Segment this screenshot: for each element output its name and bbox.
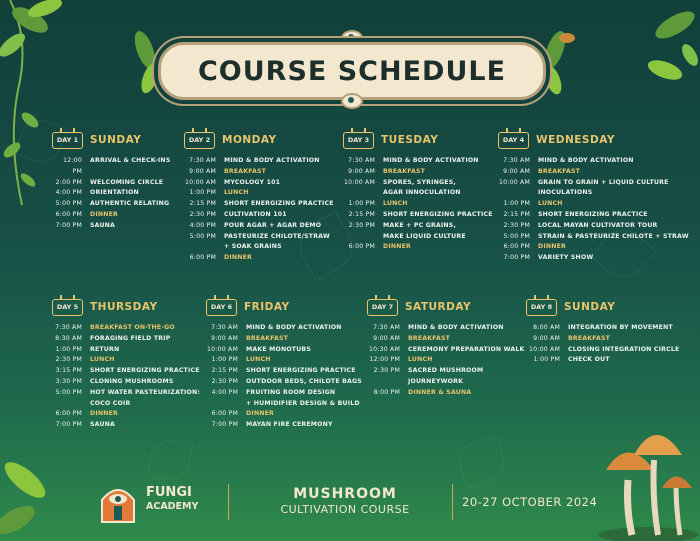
day-rows [498,156,689,264]
row-activity: WELCOMING CIRCLE [90,178,164,186]
schedule-row [498,199,689,210]
row-activity: + SOAK GRAINS [224,243,282,251]
row-time: 9:00 AM [211,334,238,342]
row-activity: POUR AGAR + AGAR DEMO [224,221,322,229]
row-time: 7:00 PM [211,421,238,429]
schedule-row [184,167,334,178]
schedule-row [367,388,525,399]
row-time: 1:00 PM [189,189,216,197]
schedule-row [343,232,493,243]
row-activity: ORIENTATION [90,189,139,197]
day-header [498,130,689,150]
row-time [367,377,400,388]
row-activity: SACRED MUSHROOM [408,367,484,375]
row-activity: BREAKFAST [383,167,426,175]
row-activity: MIND & BODY ACTIVATION [383,157,479,164]
schedule-row [52,178,170,189]
title-banner [158,42,546,100]
row-activity: DINNER [246,410,274,418]
day-header [184,130,334,150]
row-activity: MYCOLOGY 101 [224,178,281,186]
schedule-row [367,345,525,356]
course-title: MUSHROOM [293,486,397,502]
schedule-row [206,420,362,431]
schedule-row [206,388,362,399]
schedule-row [52,334,200,345]
row-time: 5:00 PM [55,200,82,208]
row-time: 7:00 PM [55,421,82,429]
schedule-row [343,210,493,221]
row-activity: VARIETY SHOW [538,254,594,262]
row-activity: AGAR INNOCULATION [383,189,461,197]
day-rows [52,323,200,431]
row-activity: CLOSING INTEGRATION CIRCLE [568,345,680,353]
row-time: 2:30 PM [503,221,530,229]
row-time: 6:00 PM [55,410,82,418]
row-activity: HOT WATER PASTEURIZATION: [90,388,201,396]
row-activity: LUNCH [90,356,115,364]
row-time: 5:00 PM [189,232,216,240]
row-activity: DINNER [383,243,411,251]
schedule-row [184,253,334,264]
row-time: 9:00 AM [503,167,530,175]
row-time: 3:30 PM [55,377,82,385]
row-time: 1:00 PM [533,356,560,364]
row-activity: SAUNA [90,221,116,229]
day-block-7 [367,297,525,399]
schedule-row [206,366,362,377]
row-activity: RETURN [90,345,120,353]
schedule-row [343,167,493,178]
row-activity: DINNER [538,243,566,251]
day-name: SUNDAY [90,134,142,146]
schedule-row [343,156,493,167]
schedule-row [52,366,200,377]
schedule-row [343,178,493,189]
row-activity: INOCULATIONS [538,189,593,197]
row-activity: DINNER & SAUNA [408,388,472,396]
schedule-row [206,355,362,366]
day-header [367,297,525,317]
course-subtitle: CULTIVATION COURSE [280,503,410,516]
row-activity: SHORT ENERGIZING PRACTICE [224,200,334,208]
row-activity: MAKE MONOTUBS [246,345,311,353]
schedule-row [52,199,170,210]
schedule-row [498,178,689,189]
row-activity: FRUITING ROOM DESIGN [246,388,336,396]
row-activity: BREAKFAST [246,334,289,342]
row-activity: BREAKFAST [408,334,451,342]
row-time: 12:00 PM [369,356,400,364]
row-time: 7:30 AM [189,157,216,164]
row-time: 1:00 PM [348,200,375,208]
row-activity: MIND & BODY ACTIVATION [538,157,634,164]
row-time: 9:00 AM [189,167,216,175]
day-header [343,130,493,150]
row-time: 10:00 AM [499,178,530,186]
row-activity: LUNCH [383,200,408,208]
row-activity: BREAKFAST [224,167,267,175]
schedule-row [498,156,689,167]
schedule-row [52,409,200,420]
row-time: 9:00 AM [348,167,375,175]
row-time: 8:00 PM [373,388,400,396]
schedule-row [367,323,525,334]
day-rows [343,156,493,253]
day-rows [52,156,170,232]
top-right-foliage-icon [620,0,700,95]
row-time: 2:30 PM [348,221,375,229]
day-name: MONDAY [222,134,277,146]
schedule-row [206,377,362,388]
row-activity: LUNCH [538,200,563,208]
schedule-row [206,399,362,410]
row-time: 7:30 AM [373,324,400,331]
brand-name: FUNGI [146,485,192,500]
day-rows [184,156,334,264]
row-time: 7:30 AM [503,157,530,164]
schedule-row [52,210,170,221]
row-activity: CHECK OUT [568,356,610,364]
day-header [206,297,362,317]
day-name: THURSDAY [90,301,158,313]
day-rows [526,323,679,366]
schedule-row [184,156,334,167]
row-time: 7:00 PM [55,221,82,229]
schedule-row [206,345,362,356]
row-time: 1:00 PM [503,200,530,208]
schedule-row [526,334,679,345]
row-activity: CEREMONY PREPARATION WALK [408,345,525,353]
schedule-row [52,420,200,431]
day-name: WEDNESDAY [536,134,615,146]
eye-keyhole-icon [98,482,138,524]
row-activity: INTEGRATION BY MOVEMENT [568,324,673,331]
row-activity: STRAIN & PASTEURIZE CHILOTE + STRAW [538,232,689,240]
schedule-row [184,178,334,189]
calendar-badge-icon: DAY 5 [52,299,83,316]
schedule-row [52,355,200,366]
schedule-row [206,323,362,334]
row-time: 9:00 AM [533,334,560,342]
row-time: 2:30 PM [189,210,216,218]
schedule-row [343,188,493,199]
schedule-row [52,345,200,356]
schedule-row [343,199,493,210]
row-activity: MIND & BODY ACTIVATION [408,324,504,331]
calendar-badge-icon: DAY 4 [498,132,529,149]
row-activity: AUTHENTIC RELATING [90,200,170,208]
row-time: 7:30 AM [55,324,82,331]
row-time: 10:00 AM [207,345,238,353]
schedule-row [52,221,170,232]
day-rows [206,323,362,431]
row-activity: SAUNA [90,421,116,429]
schedule-row [52,323,200,334]
row-time: 4:00 PM [189,221,216,229]
schedule-row [52,188,170,199]
day-name: TUESDAY [381,134,439,146]
row-time: 9:00 AM [373,334,400,342]
row-time: 2:00 PM [55,178,82,186]
background-leaf-icon [147,437,193,483]
row-time: 6:00 PM [211,410,238,418]
row-activity: BREAKFAST ON-THE-GO [90,324,175,331]
page-title: COURSE SCHEDULE [197,55,507,87]
schedule-row [184,210,334,221]
row-time [498,188,530,199]
divider [228,484,229,520]
calendar-badge-icon: DAY 7 [367,299,398,316]
row-time: 3:15 PM [55,367,82,375]
schedule-row [184,232,334,243]
row-activity: SHORT ENERGIZING PRACTICE [246,367,356,375]
schedule-row [526,345,679,356]
day-name: SUNDAY [564,301,616,313]
schedule-row [498,232,689,243]
calendar-badge-icon: DAY 6 [206,299,237,316]
course-dates: 20-27 OCTOBER 2024 [462,495,598,509]
bottom-eye-ornament-icon [341,93,363,109]
row-time: 6:00 PM [55,210,82,218]
schedule-row [498,167,689,178]
schedule-row [52,377,200,388]
schedule-row [52,399,200,410]
schedule-row [206,334,362,345]
schedule-row [498,188,689,199]
row-activity: DINNER [90,410,118,418]
row-time: 4:00 PM [55,189,82,197]
row-activity: LUNCH [246,356,271,364]
day-name: FRIDAY [244,301,290,313]
row-activity: PASTEURIZE CHILOTE/STRAW [224,232,330,240]
schedule-row [498,210,689,221]
row-activity: SHORT ENERGIZING PRACTICE [90,367,200,375]
row-time: 7:00 PM [503,254,530,262]
schedule-row [367,366,525,377]
row-activity: DINNER [224,254,252,262]
day-block-3 [343,130,493,253]
footer [0,478,700,541]
row-activity: MIND & BODY ACTIVATION [224,157,320,164]
divider [452,484,453,520]
row-time: 2:30 PM [373,367,400,375]
day-block-1 [52,130,170,232]
row-time: 4:00 PM [211,388,238,396]
schedule-row [526,323,679,334]
row-activity: MAKE LIQUID CULTURE [383,232,466,240]
row-activity: LOCAL MAYAN CULTIVATOR TOUR [538,221,658,229]
row-time: 2:15 PM [503,210,530,218]
schedule-row [184,221,334,232]
calendar-badge-icon: DAY 3 [343,132,374,149]
row-time: 2:15 PM [211,367,238,375]
row-time: 2:15 PM [189,200,216,208]
schedule-row [184,199,334,210]
row-time: 1:00 PM [55,345,82,353]
schedule-row [498,242,689,253]
schedule-row [184,188,334,199]
row-activity: SPORES, SYRINGES, [383,178,456,186]
schedule-row [498,221,689,232]
row-time [52,399,82,410]
calendar-badge-icon: DAY 1 [52,132,83,149]
row-time [184,242,216,253]
row-time: 6:00 PM [348,243,375,251]
row-activity: SHORT ENERGIZING PRACTICE [538,210,648,218]
row-time [343,232,375,243]
row-time: 7:30 AM [211,324,238,331]
row-time [206,399,238,410]
row-time: 12:00 PM [63,157,82,175]
row-time: 10:00 AM [529,345,560,353]
row-activity: CLONING MUSHROOMS [90,377,174,385]
schedule-row [526,355,679,366]
row-time: 2:30 PM [211,377,238,385]
day-block-6 [206,297,362,431]
day-rows [367,323,525,399]
day-header [52,297,200,317]
schedule-row [367,334,525,345]
row-activity: BREAKFAST [538,167,581,175]
schedule-row [367,355,525,366]
row-time: 2:30 PM [55,356,82,364]
row-time: 10:30 AM [369,345,400,353]
row-activity: COCO COIR [90,399,131,407]
row-activity: + HUMIDIFIER DESIGN & BUILD [246,399,360,407]
day-header [52,130,170,150]
row-activity: JOURNEYWORK [408,377,464,385]
row-activity: CULTIVATION 101 [224,210,287,218]
row-activity: LUNCH [408,356,433,364]
row-time: 8:00 AM [533,324,560,331]
day-block-5 [52,297,200,431]
schedule-row [498,253,689,264]
row-time: 10:00 AM [344,178,375,186]
row-activity: FORAGING FIELD TRIP [90,334,171,342]
row-time: 7:30 AM [348,157,375,164]
schedule-row [52,388,200,399]
row-activity: ARRIVAL & CHECK-INS [90,157,171,164]
row-activity: DINNER [90,210,118,218]
day-block-4 [498,130,689,264]
row-activity: MIND & BODY ACTIVATION [246,324,342,331]
row-time: 8:30 AM [55,334,82,342]
row-activity: OUTDOOR BEDS, CHILOTE BAGS [246,377,362,385]
schedule-row [206,409,362,420]
row-time: 5:00 PM [503,232,530,240]
row-time: 6:00 PM [503,243,530,251]
row-time: 6:00 PM [189,254,216,262]
schedule-row [343,242,493,253]
row-activity: GRAIN TO GRAIN + LIQUID CULTURE [538,178,669,186]
row-time: 10:00 AM [185,178,216,186]
row-activity: SHORT ENERGIZING PRACTICE [383,210,493,218]
row-time: 1:00 PM [211,356,238,364]
schedule-row [184,242,334,253]
row-time: 5:00 PM [55,388,82,396]
row-time [343,188,375,199]
calendar-badge-icon: DAY 8 [526,299,557,316]
day-block-8 [526,297,679,366]
brand-subtitle: ACADEMY [146,501,199,512]
row-activity: LUNCH [224,189,249,197]
schedule-row [52,156,170,178]
schedule-row [367,377,525,388]
day-name: SATURDAY [405,301,472,313]
day-block-2 [184,130,334,264]
row-activity: BREAKFAST [568,334,611,342]
row-time: 2:15 PM [348,210,375,218]
row-activity: MAKE + PC GRAINS, [383,221,457,229]
day-header [526,297,679,317]
row-activity: MAYAN FIRE CEREMONY [246,421,333,429]
schedule-row [343,221,493,232]
calendar-badge-icon: DAY 2 [184,132,215,149]
